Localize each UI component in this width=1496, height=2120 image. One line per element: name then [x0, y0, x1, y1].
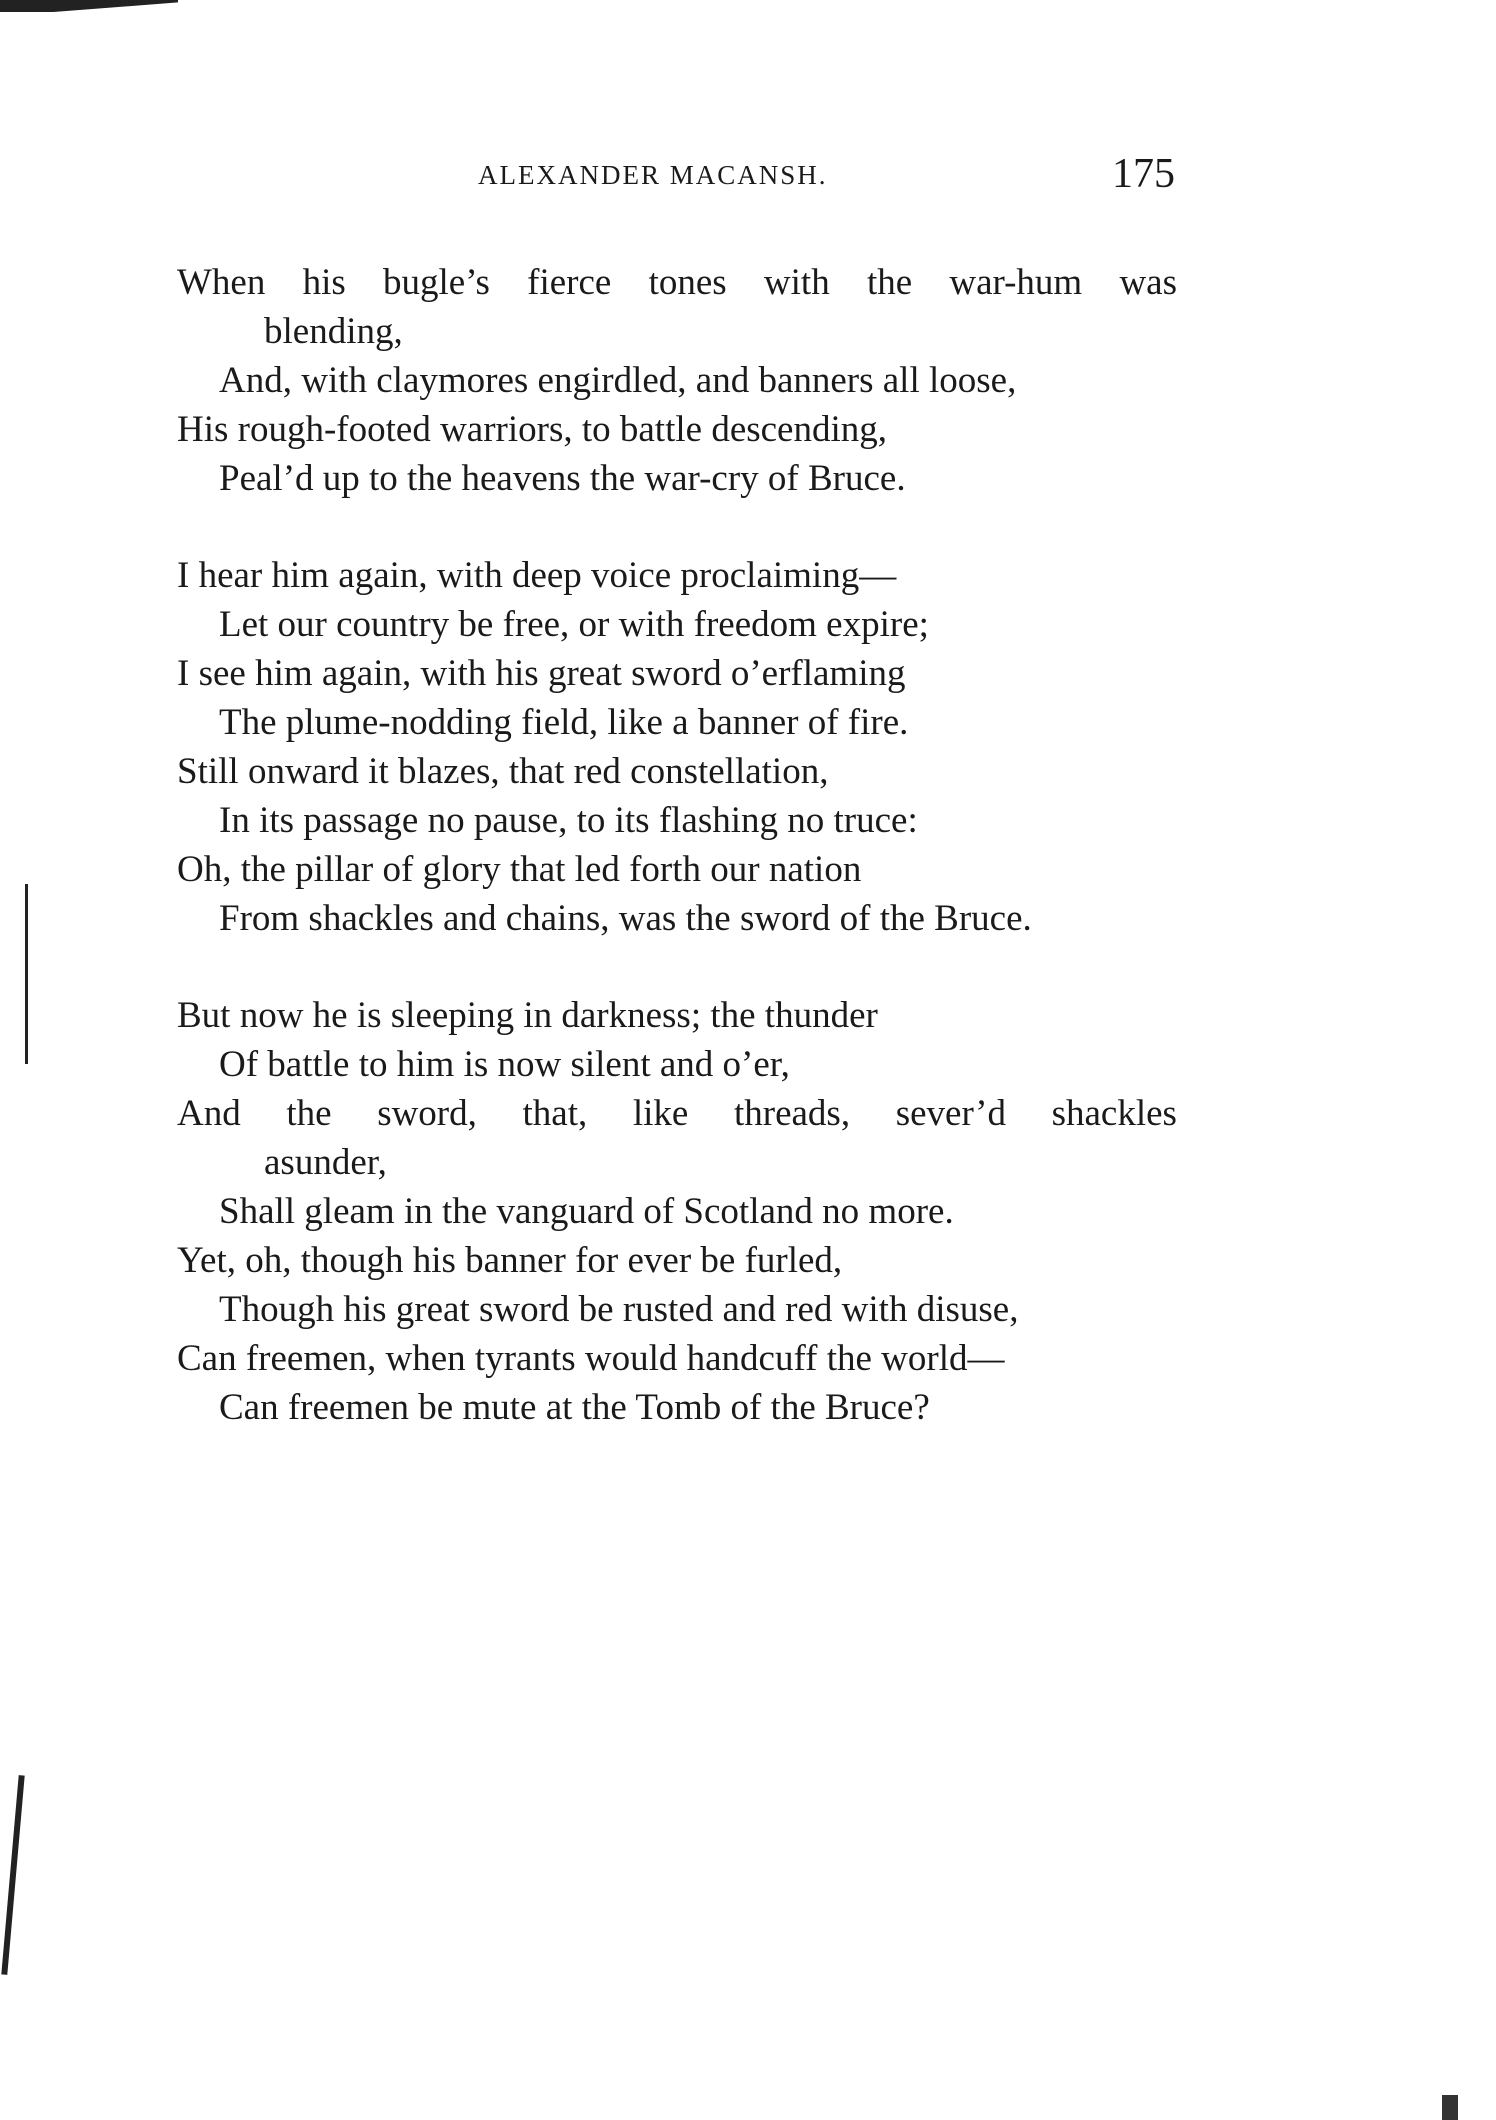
scan-mark-bottom-right — [1442, 2095, 1458, 2120]
word: that, — [522, 1093, 588, 1134]
word: the — [866, 262, 913, 303]
word: was — [1119, 262, 1177, 303]
poem-line: From shackles and chains, was the sword of the Bruce. — [219, 898, 1032, 939]
scan-mark-left-margin — [25, 884, 28, 1064]
scan-mark-top-left — [0, 0, 178, 12]
poem-line: I hear him again, with deep voice proclaiming— — [177, 555, 897, 596]
stanza-3 — [177, 991, 1182, 1432]
poem-line: In its passage no pause, to its flashing no truce: — [219, 800, 918, 841]
word: bugle’s — [383, 262, 490, 303]
poem-line: Still onward it blazes, that red constellation, — [177, 751, 829, 792]
poem-line: Yet, oh, though his banner for ever be furled, — [177, 1240, 843, 1281]
poem-line: But now he is sleeping in darkness; the thunder — [177, 995, 878, 1036]
word: When — [177, 262, 266, 303]
word: war-hum — [949, 262, 1083, 303]
word: with — [763, 262, 830, 303]
poem-line-justified — [177, 1089, 1177, 1138]
poem-line: Let our country be free, or with freedom expire; — [219, 604, 929, 645]
poem-line: The plume-nodding field, like a banner of fire. — [219, 702, 909, 743]
poem-line: And, with claymores engirdled, and banners all loose, — [219, 360, 1017, 401]
poem-line: Can freemen, when tyrants would handcuff the world— — [177, 1338, 1005, 1379]
word: like — [632, 1093, 689, 1134]
poem-line: Of battle to him is now silent and o’er, — [219, 1044, 790, 1085]
word: the — [286, 1093, 332, 1134]
scan-mark-bottom-left — [1, 1775, 24, 1975]
word: And — [177, 1093, 241, 1134]
poem-line: Peal’d up to the heavens the war-cry of Bruce. — [219, 458, 906, 499]
poem-line: Though his great sword be rusted and red with disuse, — [219, 1289, 1019, 1330]
poem-line: I see him again, with his great sword o’erflaming — [177, 653, 906, 694]
stanza-2 — [177, 551, 1182, 943]
word: sever’d — [895, 1093, 1006, 1134]
word: threads, — [733, 1093, 851, 1134]
stanza-1 — [177, 258, 1182, 503]
poem-line: His rough-footed warriors, to battle descending, — [177, 409, 888, 450]
poem-line: asunder, — [264, 1142, 387, 1183]
word: tones — [648, 262, 727, 303]
word: sword, — [377, 1093, 477, 1134]
word: his — [302, 262, 346, 303]
word: shackles — [1051, 1093, 1177, 1134]
poem-line-justified — [177, 258, 1177, 307]
poem-line: Shall gleam in the vanguard of Scotland no more. — [219, 1191, 954, 1232]
page-number: 175 — [1112, 151, 1175, 197]
poem-line: Can freemen be mute at the Tomb of the Bruce? — [219, 1387, 930, 1428]
poem — [177, 258, 1182, 1480]
poem-line: Oh, the pillar of glory that led forth our nation — [177, 849, 862, 890]
word: fierce — [527, 262, 612, 303]
running-head: ALEXANDER MACANSH. — [478, 160, 828, 190]
poem-line: blending, — [264, 311, 403, 352]
